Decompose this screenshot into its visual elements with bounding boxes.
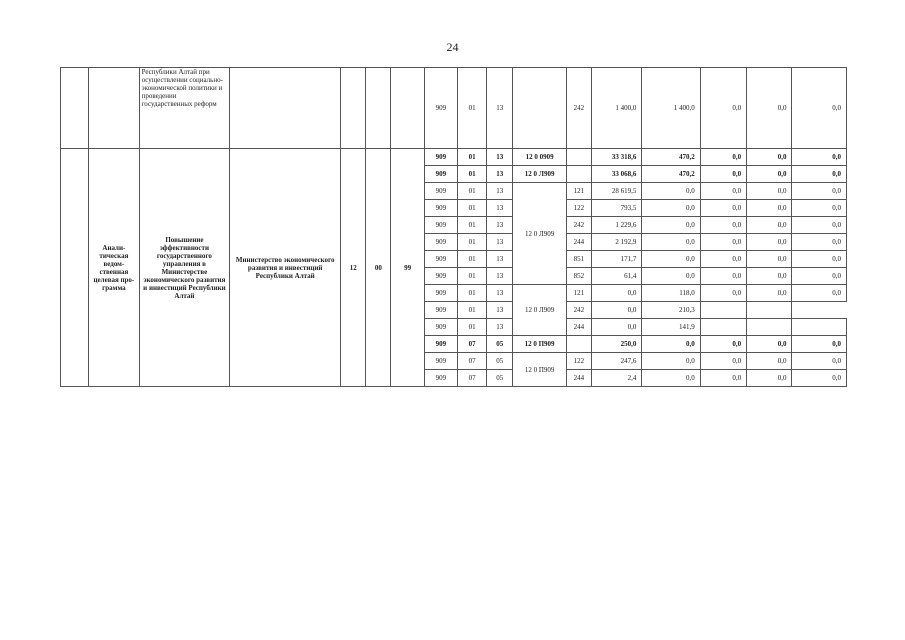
- table-row: 909 01 13 122 793,5 0,0 0,0 0,0 0,0: [61, 200, 847, 217]
- table-row: 909 07 05 12 0 П909 122 247,6 0,0 0,0 0,0 0,0: [61, 353, 847, 370]
- table-row: 909 07 05 12 0 П909 250,0 0,0 0,0 0,0 0,0: [61, 336, 847, 353]
- table-row: 909 01 13 852 61,4 0,0 0,0 0,0 0,0: [61, 268, 847, 285]
- table-row: 909 01 13 244 0,0 141,9: [61, 319, 847, 336]
- table-row: 909 01 13 242 1 229,6 0,0 0,0 0,0 0,0: [61, 217, 847, 234]
- cell-v3: 0,0: [700, 68, 746, 149]
- table-row: 909 07 05 244 2,4 0,0 0,0 0,0 0,0: [61, 370, 847, 387]
- cell-v5: 0,0: [792, 68, 847, 149]
- table-row: Анали-тическая ведом-ственная целевая про-грамма Повышение эффективности государственного управления в Министерстве экономического развития и инвестиций Республики Алтай Министерство экономического развития и инвестиций Республики Алтай 12 00 99 909 01 13 12 0 0909 33 318,6 470,2 0,0 0,0 0,0: [61, 149, 847, 166]
- cell-gr: 909: [424, 68, 457, 149]
- cell-pr: 13: [487, 68, 513, 149]
- program-name: Повышение эффективности государственного управления в Министерстве экономического развития и инвестиций Республики Алтай: [139, 149, 230, 387]
- page-number: 24: [446, 40, 459, 54]
- merged-csr-c: 12 0 П909: [513, 353, 566, 387]
- table-row: [61, 68, 847, 149]
- cell-vr: 242: [566, 68, 591, 149]
- program-type: Анали-тическая ведом-ственная целевая про-грамма: [89, 149, 139, 387]
- table-row: 909 01 13 12 0 Л909 121 0,0 118,0 0,0 0,0 0,0: [61, 285, 847, 302]
- table-row: 909 01 13 244 2 192,9 0,0 0,0 0,0 0,0: [61, 234, 847, 251]
- cell-csr: [513, 68, 566, 149]
- cell-rz: 01: [457, 68, 486, 149]
- program-code-3: 99: [391, 149, 424, 387]
- cell-v1: 1 400,0: [591, 68, 641, 149]
- cell-v2: 1 400,0: [642, 68, 700, 149]
- cell-v4: 0,0: [747, 68, 792, 149]
- program-code-2: 00: [366, 149, 391, 387]
- budget-table: [60, 67, 847, 387]
- table-row: 909 01 13 242 0,0 210,3: [61, 302, 847, 319]
- program-code-1: 12: [341, 149, 366, 387]
- merged-csr-b: 12 0 Л909: [513, 285, 566, 336]
- row-description: Республики Алтай при осуществлении социально-экономической политики и проведении государственных реформ: [139, 68, 230, 149]
- table-row: 909 01 13 851 171,7 0,0 0,0 0,0 0,0: [61, 251, 847, 268]
- table-row: 909 01 13 12 0 Л909 33 068,6 470,2 0,0 0,0 0,0: [61, 166, 847, 183]
- program-executor: Министерство экономического развития и инвестиций Республики Алтай: [230, 149, 341, 387]
- table-row: 909 01 13 12 0 Л909 121 28 619,5 0,0 0,0 0,0 0,0: [61, 183, 847, 200]
- merged-csr-a: 12 0 Л909: [513, 183, 566, 285]
